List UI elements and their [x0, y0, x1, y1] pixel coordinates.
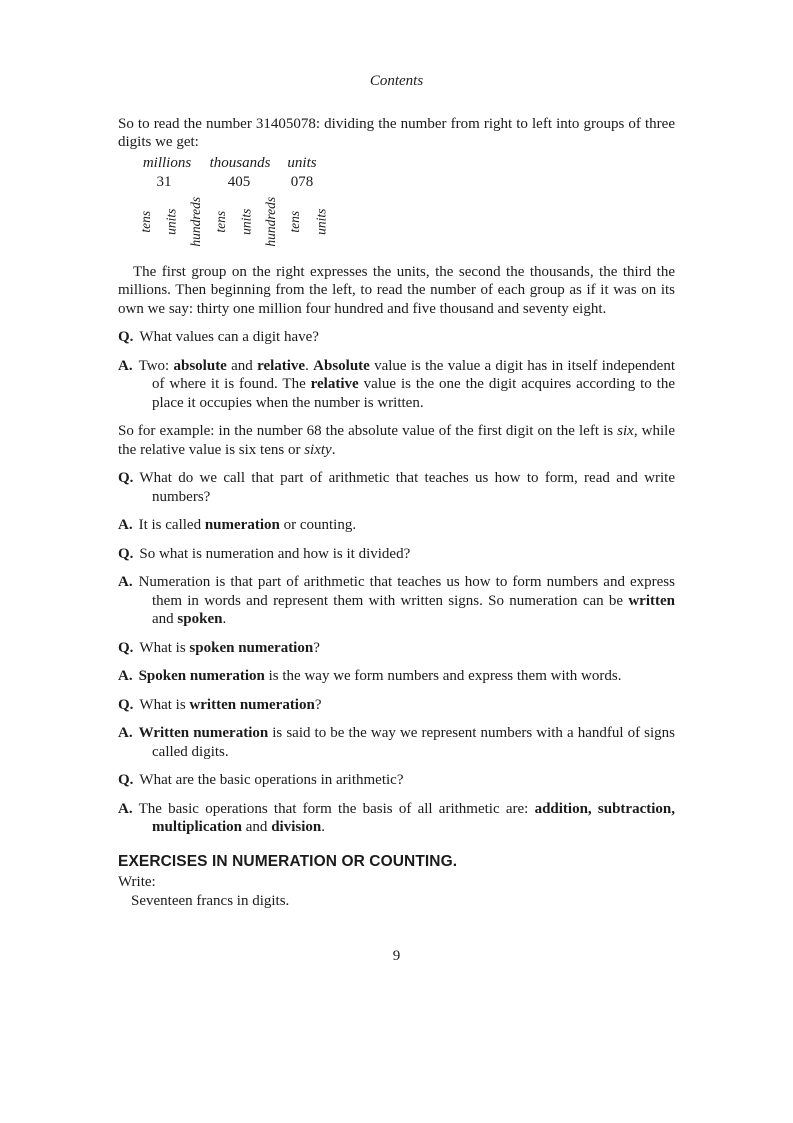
running-header: Contents — [369, 73, 424, 89]
place-label-text: units — [313, 208, 329, 235]
group-digits-thousands: 405 — [227, 173, 251, 190]
intro-paragraph: So to read the number 31405078: dividing the number from right to left into groups of three digits we get: — [118, 115, 675, 150]
qa-label: A. — [118, 725, 133, 741]
write-label: Write: — [118, 874, 156, 890]
qa-label: A. — [118, 668, 133, 684]
qa-text: The basic operations that form the basis of all arithmetic are: addition, subtraction, multiplication and division. — [138, 800, 675, 835]
qa-item-4 — [118, 516, 675, 535]
group-digits-millions: 31 — [156, 173, 172, 190]
place-label-rotated — [236, 193, 256, 251]
exercise-item: Seventeen francs in digits. — [131, 892, 290, 909]
qa-item-2 — [118, 357, 675, 413]
qa-item-8 — [118, 667, 675, 686]
page-number: 9 — [392, 948, 401, 964]
example-paragraph: So for example: in the number 68 the absolute value of the first digit on the left is six, while the relative value is six tens or sixty. — [118, 423, 675, 458]
qa-text: Spoken numeration is the way we form numbers and express them with words. — [138, 668, 622, 684]
place-label-text: units — [238, 208, 254, 235]
qa-text: What do we call that part of arithmetic that teaches us how to form, read and write numbers? — [139, 470, 675, 505]
qa-label: A. — [118, 517, 133, 533]
group-header-thousands: thousands — [209, 154, 271, 171]
place-label-text: tens — [213, 210, 229, 233]
place-label-rotated — [161, 193, 181, 251]
page-content — [118, 0, 675, 910]
qa-item-7 — [118, 639, 675, 658]
qa-text: Two: absolute and relative. Absolute value is the value a digit has in itself independent of where it is found. The relative value is the one the digit acquires according to the place it occupies when the number is written. — [138, 357, 676, 411]
group-header-units: units — [287, 154, 317, 171]
qa-text: Numeration is that part of arithmetic that teaches us how to form numbers and express them in words and represent them with written signs. So numeration can be written and spoken. — [138, 574, 675, 627]
place-label-rotated — [311, 193, 331, 251]
qa-label: Q. — [118, 545, 134, 562]
place-label-text: hundreds — [263, 196, 279, 247]
qa-label: Q. — [118, 639, 134, 656]
qa-item-6 — [118, 573, 675, 629]
group-digits-units: 078 — [290, 173, 314, 190]
place-label-text: tens — [287, 210, 303, 233]
qa-item-5 — [118, 545, 675, 564]
qa-label: A. — [118, 574, 133, 590]
qa-text: What is written numeration? — [139, 696, 322, 713]
qa-label: Q. — [118, 329, 134, 345]
qa-item-1 — [118, 328, 675, 347]
qa-text: What are the basic operations in arithmetic? — [139, 772, 404, 788]
qa-text: It is called numeration or counting. — [138, 517, 357, 533]
place-label-text: tens — [138, 210, 154, 233]
place-label-text: units — [163, 208, 179, 235]
qa-text: What values can a digit have? — [139, 329, 319, 345]
qa-item-3 — [118, 469, 675, 506]
group-header-millions: millions — [142, 154, 192, 171]
qa-item-11 — [118, 771, 675, 790]
place-label-text: hundreds — [188, 196, 204, 247]
qa-label: Q. — [118, 696, 134, 713]
qa-label: A. — [118, 800, 133, 817]
qa-item-10 — [118, 724, 675, 761]
qa-text: What is spoken numeration? — [139, 639, 320, 656]
qa-label: Q. — [118, 470, 134, 486]
qa-label: A. — [118, 357, 133, 374]
qa-item-12 — [118, 800, 675, 837]
place-value-table — [118, 154, 675, 253]
qa-label: Q. — [118, 772, 134, 788]
qa-text: Written numeration is said to be the way we represent numbers with a handful of signs called digits. — [138, 725, 675, 760]
place-label-rotated — [261, 193, 281, 251]
qa-item-9 — [118, 696, 675, 715]
exercises-heading: EXERCISES IN NUMERATION OR COUNTING. — [118, 852, 458, 870]
place-label-rotated — [186, 193, 206, 251]
place-label-rotated — [285, 193, 305, 251]
place-label-rotated — [136, 193, 156, 251]
qa-text: So what is numeration and how is it divided? — [139, 545, 411, 562]
explanation-paragraph: The first group on the right expresses the units, the second the thousands, the third the millions. Then beginning from the left, to read the number of each group as if it was on its own we say: thirty one million four hundred and five thousand and seventy eight. — [118, 263, 675, 317]
place-label-rotated — [211, 193, 231, 251]
